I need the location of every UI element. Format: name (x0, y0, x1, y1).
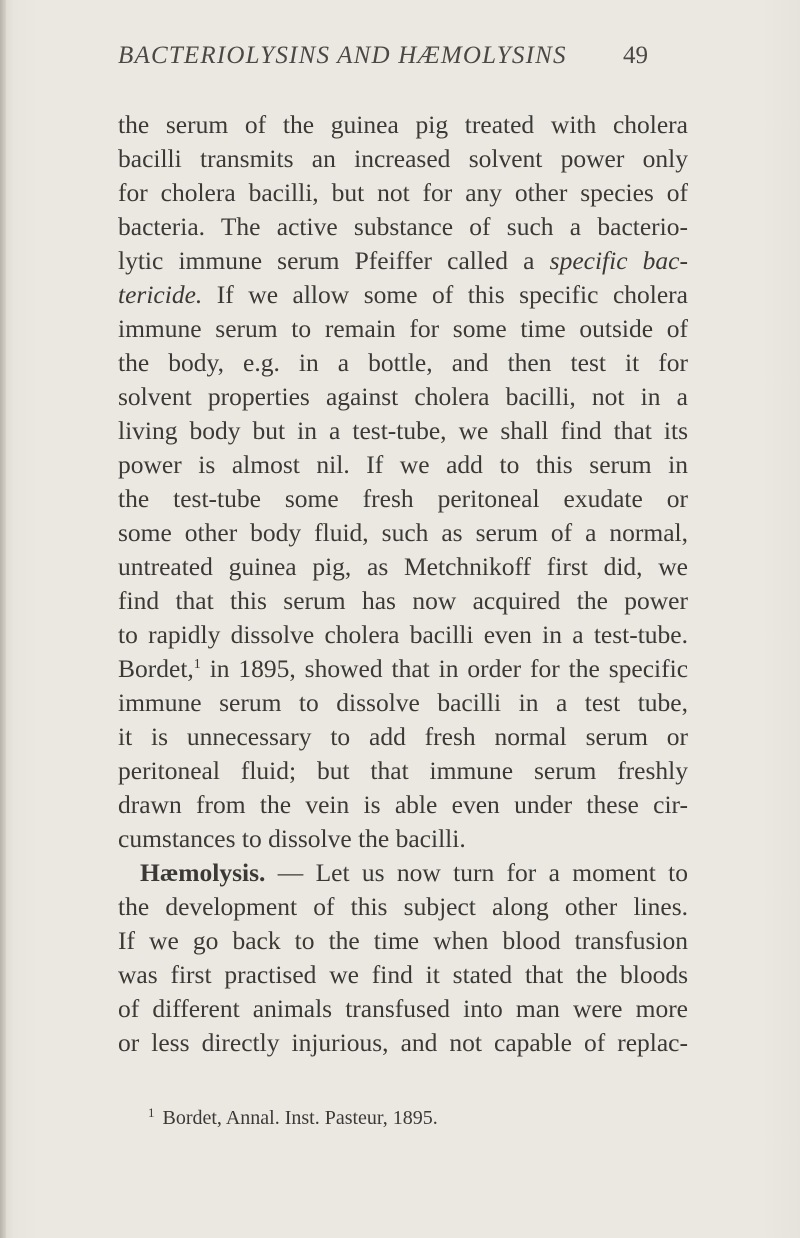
text-segment: lytic immune serum Pfeiffer called a (118, 246, 535, 275)
italic-term: tericide. (118, 280, 203, 309)
text-segment: in 1895, showed that in order for the specific (209, 654, 689, 683)
text-line: or less directly injurious, and not capable of replac- (118, 1028, 688, 1057)
text-line (118, 244, 688, 278)
text-line: immune serum to remain for some time outside of (118, 314, 688, 343)
text-line: of different animals transfused into man were more (118, 994, 688, 1023)
footnote-marker: 1 (148, 1105, 155, 1120)
text-line: find that this serum has now acquired the power (118, 586, 688, 615)
running-head-title: BACTERIOLYSINS AND HÆMOLYSINS (118, 42, 567, 69)
text-line: it is unnecessary to add fresh normal serum or (118, 722, 688, 751)
page-edge-shadow (0, 0, 6, 1238)
text-line: the serum of the guinea pig treated with cholera (118, 110, 688, 139)
text-line: some other body fluid, such as serum of a normal, (118, 518, 688, 547)
text-line: the body, e.g. in a bottle, and then test it for (118, 348, 688, 377)
italic-term: specific bac- (549, 246, 688, 275)
text-segment: Bordet, (118, 654, 194, 683)
text-line: immune serum to dissolve bacilli in a test tube, (118, 688, 688, 717)
body-text (118, 108, 688, 1060)
text-line (118, 652, 688, 686)
text-line: power is almost nil. If we add to this serum in (118, 450, 688, 479)
text-line: peritoneal fluid; but that immune serum freshly (118, 756, 688, 785)
text-line: If we go back to the time when blood transfusion (118, 926, 688, 955)
footnote-text: Bordet, Annal. Inst. Pasteur, 1895. (162, 1107, 438, 1129)
text-line: cumstances to dissolve the bacilli. (118, 824, 466, 853)
footnote-ref: 1 (193, 657, 201, 672)
text-line: to rapidly dissolve cholera bacilli even in a test-tube. (118, 620, 688, 649)
footnote (148, 1100, 438, 1131)
text-segment: If we allow some of this specific cholera (216, 280, 688, 309)
text-line: untreated guinea pig, as Metchnikoff first did, we (118, 552, 688, 581)
text-segment: — Let us now turn for a moment to (277, 858, 689, 887)
text-line: drawn from the vein is able even under these cir- (118, 790, 688, 819)
section-heading: Hæmolysis. (140, 858, 266, 887)
text-line (118, 856, 688, 890)
text-line: for cholera bacilli, but not for any other species of (118, 178, 688, 207)
text-line: was first practised we find it stated that the bloods (118, 960, 688, 989)
running-head (0, 42, 800, 82)
page-number: 49 (623, 42, 648, 69)
text-line (118, 278, 688, 312)
text-line: living body but in a test-tube, we shall find that its (118, 416, 688, 445)
text-line: the development of this subject along other lines. (118, 892, 688, 921)
text-line: the test-tube some fresh peritoneal exudate or (118, 484, 688, 513)
text-line: solvent properties against cholera bacilli, not in a (118, 382, 688, 411)
text-line: bacteria. The active substance of such a bacterio- (118, 212, 688, 241)
text-line: bacilli transmits an increased solvent power only (118, 144, 688, 173)
